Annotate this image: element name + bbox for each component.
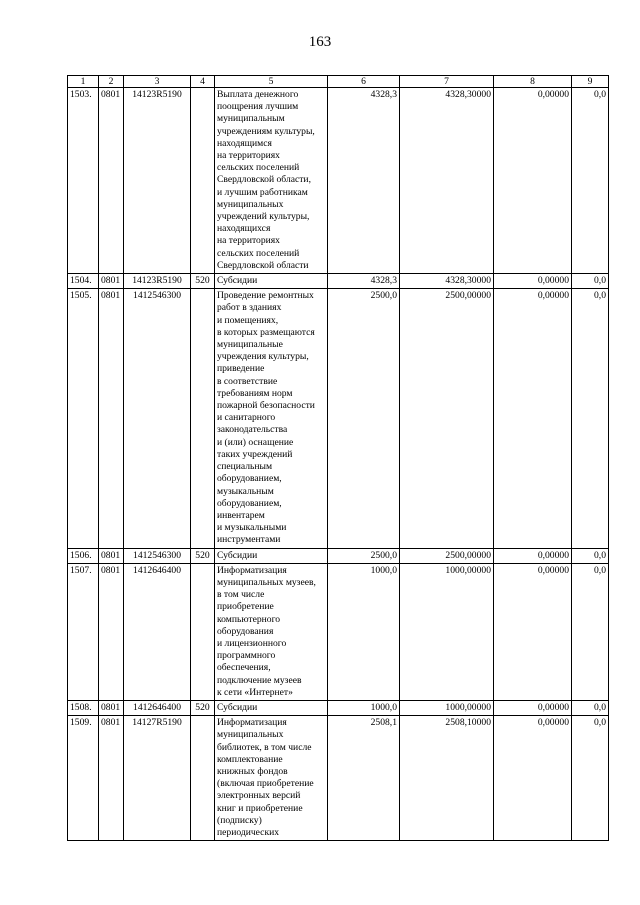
header-cell: 5	[215, 76, 328, 88]
row-number-cell: 1505.	[68, 289, 99, 548]
amount-col8-cell: 0,00000	[494, 274, 572, 289]
amount-col9-cell: 0,0	[572, 700, 609, 715]
amount-total-cell: 2508,1	[328, 716, 400, 841]
target-article-cell: 14123R5190	[124, 88, 191, 274]
page-number: 163	[308, 34, 332, 50]
table-row	[68, 88, 609, 274]
table-row	[68, 716, 609, 841]
header-cell: 4	[191, 76, 215, 88]
expense-type-cell: 520	[191, 274, 215, 289]
expense-type-cell	[191, 716, 215, 841]
item-name-cell: Субсидии	[215, 548, 328, 563]
expense-type-cell	[191, 563, 215, 700]
amount-col8-cell: 0,00000	[494, 716, 572, 841]
table-row	[68, 274, 609, 289]
amount-col7-cell: 1000,00000	[400, 563, 494, 700]
table-body	[68, 76, 609, 841]
amount-col7-cell: 1000,00000	[400, 700, 494, 715]
item-name-cell: Выплата денежного поощрения лучшим муниципальным учреждениям культуры, находящимся на территориях сельских поселений Свердловской области, и лучшим работникам муниципальных учреждений культуры, находящихся на территориях сельских поселений Свердловской области	[215, 88, 328, 274]
amount-total-cell: 2500,0	[328, 289, 400, 548]
header-cell: 8	[494, 76, 572, 88]
amount-col8-cell: 0,00000	[494, 88, 572, 274]
row-number-cell: 1503.	[68, 88, 99, 274]
amount-col9-cell: 0,0	[572, 88, 609, 274]
amount-col7-cell: 2500,00000	[400, 289, 494, 548]
target-article-cell: 1412646400	[124, 700, 191, 715]
amount-col7-cell: 2500,00000	[400, 548, 494, 563]
row-number-cell: 1506.	[68, 548, 99, 563]
amount-total-cell: 1000,0	[328, 700, 400, 715]
section-code-cell: 0801	[99, 700, 124, 715]
item-name-cell: Субсидии	[215, 700, 328, 715]
header-cell: 9	[572, 76, 609, 88]
item-name-cell: Информатизация муниципальных библиотек, в том числе комплектование книжных фондов (включая приобретение электронных версий книг и приобретение (подписку) периодических	[215, 716, 328, 841]
row-number-cell: 1504.	[68, 274, 99, 289]
amount-col9-cell: 0,0	[572, 289, 609, 548]
item-name-cell: Субсидии	[215, 274, 328, 289]
item-name-cell: Проведение ремонтных работ в зданиях и помещениях, в которых размещаются муниципальные учреждения культуры, приведение в соответствие требованиям норм пожарной безопасности и санитарного законодательства и (или) оснащение таких учреждений специальным оборудованием, музыкальным оборудованием, инвентарем и музыкальными инструментами	[215, 289, 328, 548]
header-cell: 3	[124, 76, 191, 88]
amount-total-cell: 4328,3	[328, 274, 400, 289]
expense-type-cell: 520	[191, 700, 215, 715]
table-row	[68, 548, 609, 563]
section-code-cell: 0801	[99, 274, 124, 289]
header-cell: 2	[99, 76, 124, 88]
amount-col8-cell: 0,00000	[494, 563, 572, 700]
section-code-cell: 0801	[99, 716, 124, 841]
target-article-cell: 1412646400	[124, 563, 191, 700]
row-number-cell: 1508.	[68, 700, 99, 715]
section-code-cell: 0801	[99, 548, 124, 563]
expense-type-cell	[191, 88, 215, 274]
section-code-cell: 0801	[99, 88, 124, 274]
row-number-cell: 1509.	[68, 716, 99, 841]
expense-type-cell	[191, 289, 215, 548]
target-article-cell: 14127R5190	[124, 716, 191, 841]
amount-col7-cell: 4328,30000	[400, 88, 494, 274]
amount-col8-cell: 0,00000	[494, 548, 572, 563]
amount-col8-cell: 0,00000	[494, 700, 572, 715]
amount-total-cell: 2500,0	[328, 548, 400, 563]
table-header-row	[68, 76, 609, 88]
target-article-cell: 14123R5190	[124, 274, 191, 289]
amount-col9-cell: 0,0	[572, 548, 609, 563]
header-cell: 1	[68, 76, 99, 88]
target-article-cell: 1412546300	[124, 548, 191, 563]
amount-col7-cell: 4328,30000	[400, 274, 494, 289]
amount-col9-cell: 0,0	[572, 274, 609, 289]
expense-type-cell: 520	[191, 548, 215, 563]
amount-col9-cell: 0,0	[572, 563, 609, 700]
row-number-cell: 1507.	[68, 563, 99, 700]
budget-table	[67, 75, 609, 841]
item-name-cell: Информатизация муниципальных музеев, в том числе приобретение компьютерного оборудования и лицензионного программного обеспечения, подключение музеев к сети «Интернет»	[215, 563, 328, 700]
table-row	[68, 289, 609, 548]
header-cell: 6	[328, 76, 400, 88]
target-article-cell: 1412546300	[124, 289, 191, 548]
amount-col7-cell: 2508,10000	[400, 716, 494, 841]
header-cell: 7	[400, 76, 494, 88]
amount-col8-cell: 0,00000	[494, 289, 572, 548]
section-code-cell: 0801	[99, 289, 124, 548]
amount-total-cell: 1000,0	[328, 563, 400, 700]
table-row	[68, 563, 609, 700]
section-code-cell: 0801	[99, 563, 124, 700]
amount-total-cell: 4328,3	[328, 88, 400, 274]
amount-col9-cell: 0,0	[572, 716, 609, 841]
table-row	[68, 700, 609, 715]
